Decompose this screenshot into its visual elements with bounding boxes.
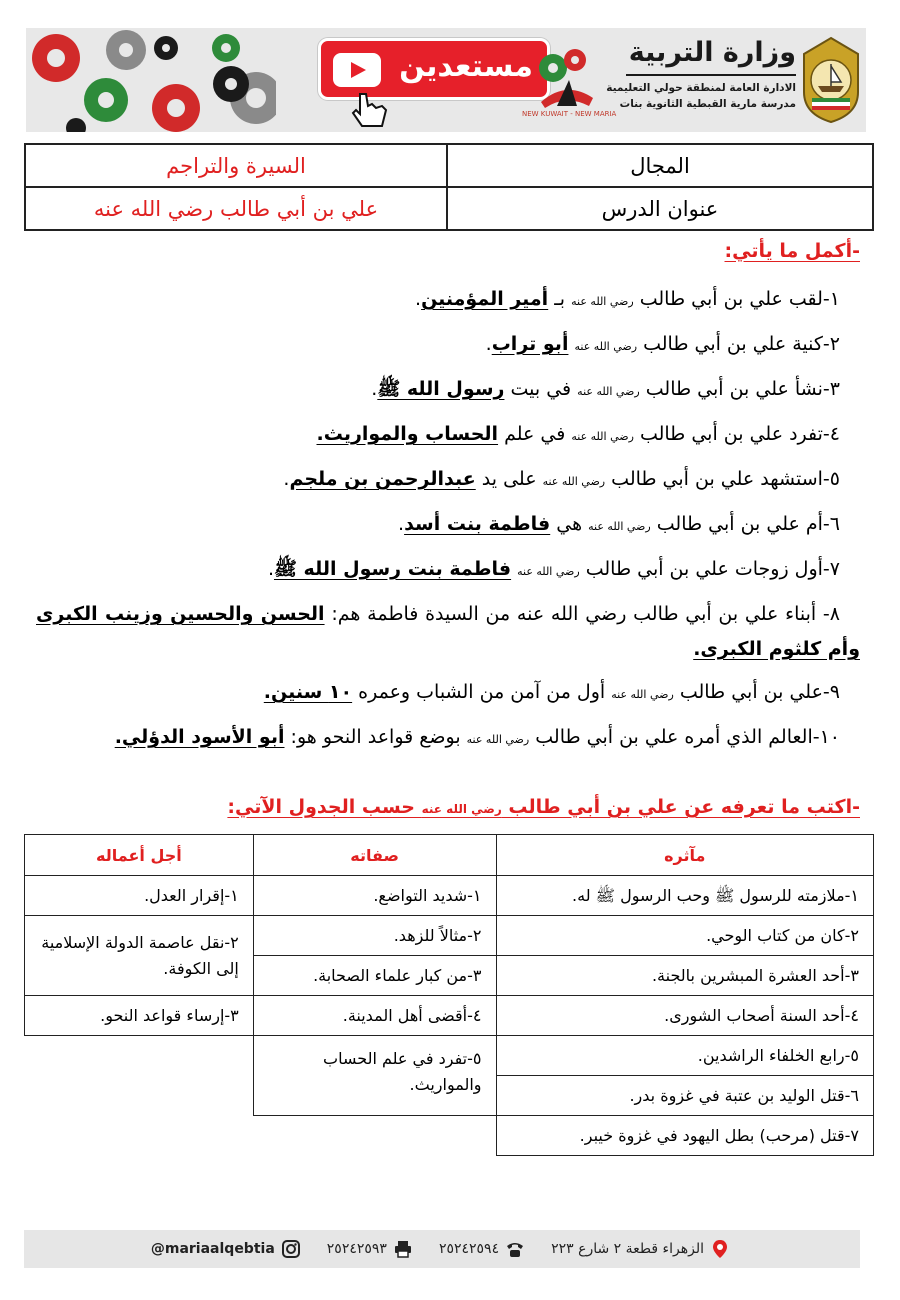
- kuwait-emblem-icon: [798, 34, 864, 126]
- contact-footer: [24, 1230, 860, 1268]
- trait-cell: ٣-من كبار علماء الصحابة.: [253, 956, 496, 996]
- work-cell: ٣-إرساء قواعد النحو.: [25, 996, 254, 1036]
- merit-cell: ٥-رابع الخلفاء الراشدين.: [496, 1036, 874, 1076]
- answer: الحساب والمواريث.: [316, 423, 499, 445]
- list-item: ٣-نشأ علي بن أبي طالب رضي الله عنه في بيت رسول الله ﷺ.: [371, 378, 840, 400]
- merit-cell: ١-ملازمته للرسول ﷺ وحب الرسول ﷺ له.: [496, 876, 874, 916]
- section-heading-table: -اكتب ما تعرفه عن علي بن أبي طالب رضي الله عنه حسب الجدول الآتي:: [227, 796, 860, 818]
- table-row: [25, 916, 874, 956]
- table-row: [25, 1036, 874, 1076]
- table-row: [25, 144, 873, 187]
- lesson-title-label: عنوان الدرس: [447, 187, 873, 230]
- school-name: مدرسة مارية القبطية الثانوية بنات: [619, 98, 796, 110]
- work-cell: ١-إقرار العدل.: [25, 876, 254, 916]
- pointer-hand-icon: [348, 90, 398, 130]
- merit-cell: ٤-أحد السنة أصحاب الشورى.: [496, 996, 874, 1036]
- instagram-icon: [281, 1239, 301, 1259]
- trait-cell: ٤-أقضى أهل المدينة.: [253, 996, 496, 1036]
- ministry-title: وزارة التربية: [628, 37, 796, 68]
- fax: ٢٥٢٤٢٥٩٣: [327, 1239, 413, 1259]
- list-item: ١٠-العالم الذي أمره علي بن أبي طالب رضي الله عنه بوضع قواعد النحو هو: أبو الأسود الدؤلي.: [114, 726, 840, 748]
- list-item: ٧-أول زوجات علي بن أبي طالب رضي الله عنه فاطمة بنت رسول الله ﷺ.: [267, 558, 840, 580]
- instagram[interactable]: @mariaalqebtia: [151, 1239, 301, 1259]
- play-icon: [333, 53, 381, 87]
- merit-cell: ٢-كان من كتاب الوحي.: [496, 916, 874, 956]
- table-row: [25, 1116, 874, 1156]
- answer: أبو الأسود الدؤلي.: [114, 726, 285, 748]
- table-row: [25, 187, 873, 230]
- district-name: الادارة العامة لمنطقة حولي التعليمية: [606, 82, 796, 94]
- ministry-block: [606, 34, 796, 112]
- merit-cell: ٧-قتل (مرحب) بطل اليهود في غزوة خيبر.: [496, 1116, 874, 1156]
- answer: الحسن والحسين وزينب الكبرى وأم كلثوم الكبرى.: [36, 603, 860, 660]
- section-heading-complete: -أكمل ما يأتي:: [724, 240, 860, 262]
- answer: فاطمة بنت رسول الله ﷺ: [273, 558, 512, 580]
- empty-cell: [25, 1116, 254, 1156]
- list-item: ٤-تفرد علي بن أبي طالب رضي الله عنه في علم الحساب والمواريث.: [316, 423, 840, 445]
- table-header-row: [25, 835, 874, 876]
- divider: [626, 74, 796, 76]
- fill-in-list: [36, 283, 860, 766]
- list-item: ٩-علي بن أبي طالب رضي الله عنه أول من آمن من الشباب وعمره ١٠ سنين.: [263, 681, 840, 703]
- list-item: ١-لقب علي بن أبي طالب رضي الله عنه بـ أمير المؤمنين.: [415, 288, 840, 310]
- answer: عبدالرحمن بن ملجم: [289, 468, 476, 490]
- column-header-merits: مآثره: [496, 835, 874, 876]
- answer: ١٠ سنين.: [263, 681, 353, 703]
- telephone-icon: [505, 1239, 525, 1259]
- list-item: ٥-استشهد علي بن أبي طالب رضي الله عنه على يد عبدالرحمن بن ملجم.: [283, 468, 840, 490]
- list-item: ٨- أبناء علي بن أبي طالب رضي الله عنه من السيدة فاطمة هم: الحسن والحسين وزينب الكبرى وأم كلثوم الكبرى.: [36, 603, 860, 660]
- column-header-works: أجل أعماله: [25, 835, 254, 876]
- answer: فاطمة بنت أسد: [404, 513, 551, 535]
- phone: ٢٥٢٤٢٥٩٤: [439, 1239, 525, 1259]
- logo-caption: NEW KUWAIT - NEW MARIA: [522, 110, 617, 118]
- trait-cell: ٢-مثالاً للزهد.: [253, 916, 496, 956]
- location-pin-icon: [710, 1239, 730, 1259]
- work-cell: ٢-نقل عاصمة الدولة الإسلامية إلى الكوفة.: [25, 916, 254, 996]
- answer: أمير المؤمنين: [421, 288, 549, 310]
- address: الزهراء قطعة ٢ شارع ٢٢٣: [551, 1239, 730, 1259]
- table-row: [25, 996, 874, 1036]
- merit-cell: ٦-قتل الوليد بن عتبة في غزوة بدر.: [496, 1076, 874, 1116]
- column-header-traits: صفاته: [253, 835, 496, 876]
- channel-label: مستعدين: [399, 49, 533, 84]
- printer-icon: [393, 1239, 413, 1259]
- virtues-table: [24, 834, 874, 1156]
- merit-cell: ٣-أحد العشرة المبشرين بالجنة.: [496, 956, 874, 996]
- empty-cell: [25, 1076, 254, 1116]
- empty-cell: [25, 1036, 254, 1076]
- field-label: المجال: [447, 144, 873, 187]
- lesson-info-table: [24, 143, 874, 231]
- list-item: ٢-كنية علي بن أبي طالب رضي الله عنه أبو تراب.: [485, 333, 840, 355]
- answer: رسول الله ﷺ: [377, 378, 505, 400]
- table-row: [25, 876, 874, 916]
- trait-cell: ١-شديد التواضع.: [253, 876, 496, 916]
- gears-decoration-icon: [26, 28, 276, 132]
- answer: أبو تراب: [491, 333, 569, 355]
- field-value: السيرة والتراجم: [25, 144, 447, 187]
- header-banner: [26, 28, 866, 132]
- trait-cell: ٥-تفرد في علم الحساب والمواريث.: [253, 1036, 496, 1116]
- lesson-title-value: علي بن أبي طالب رضي الله عنه: [25, 187, 447, 230]
- list-item: ٦-أم علي بن أبي طالب رضي الله عنه هي فاطمة بنت أسد.: [398, 513, 840, 535]
- empty-cell: [253, 1116, 496, 1156]
